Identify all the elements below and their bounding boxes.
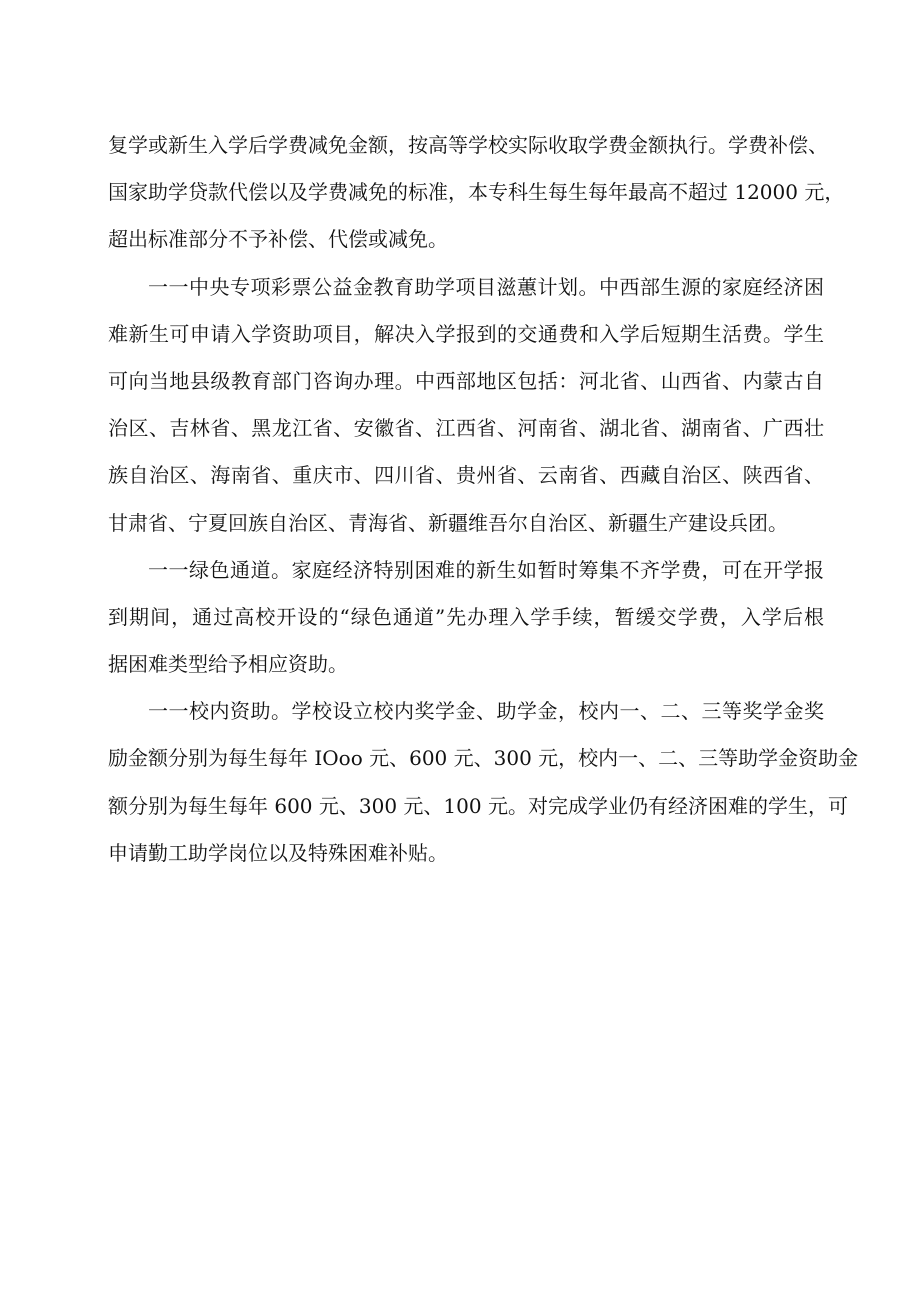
text-line: 超出标准部分不予补偿、代偿或减免。 — [108, 227, 448, 252]
text-line: 治区、吉林省、黑龙江省、安徽省、江西省、河南省、湖北省、湖南省、广西壮 — [108, 416, 824, 441]
text-line: 甘肃省、宁夏回族自治区、青海省、新疆维吾尔自治区、新疆生产建设兵团。 — [108, 510, 788, 535]
paragraph-tuition-waiver — [108, 122, 845, 264]
paragraph-green-channel — [108, 547, 824, 689]
text-line: 国家助学贷款代偿以及学费减免的标准，本专科生每生每年最高不超过 12000 元， — [108, 180, 845, 205]
text-line: 申请勤工助学岗位以及特殊困难补贴。 — [108, 840, 448, 865]
text-line: 复学或新生入学后学费减免金额，按高等学校实际收取学费金额执行。学费补偿、 — [108, 133, 828, 157]
text-line: 一一校内资助。学校设立校内奖学金、助学金，校内一、二、三等奖学金奖 — [148, 699, 824, 724]
document-body — [108, 122, 859, 877]
text-line: 额分别为每生每年 600 元、300 元、100 元。对完成学业仍有经济困难的学生，可 — [108, 793, 848, 818]
text-line: 难新生可申请入学资助项目，解决入学报到的交通费和入学后短期生活费。学生 — [108, 321, 824, 346]
text-line: 一一中央专项彩票公益金教育助学项目滋蕙计划。中西部生源的家庭经济困 — [148, 274, 824, 299]
text-line: 到期间，通过高校开设的“绿色通道”先办理入学手续，暂缓交学费，入学后根 — [108, 604, 824, 629]
text-line: 一一绿色通道。家庭经济特别困难的新生如暂时筹集不齐学费，可在开学报 — [148, 557, 824, 582]
text-line: 族自治区、海南省、重庆市、四川省、贵州省、云南省、西藏自治区、陕西省、 — [108, 463, 824, 488]
paragraph-campus-aid — [108, 688, 859, 877]
text-line: 励金额分别为每生每年 IOoo 元、600 元、300 元，校内一、二、三等助学金资助金 — [108, 746, 859, 771]
text-line: 可向当地县级教育部门咨询办理。中西部地区包括：河北省、山西省、内蒙古自 — [108, 368, 824, 393]
text-line: 据困难类型给予相应资助。 — [108, 652, 348, 677]
paragraph-lottery-fund — [108, 264, 824, 547]
